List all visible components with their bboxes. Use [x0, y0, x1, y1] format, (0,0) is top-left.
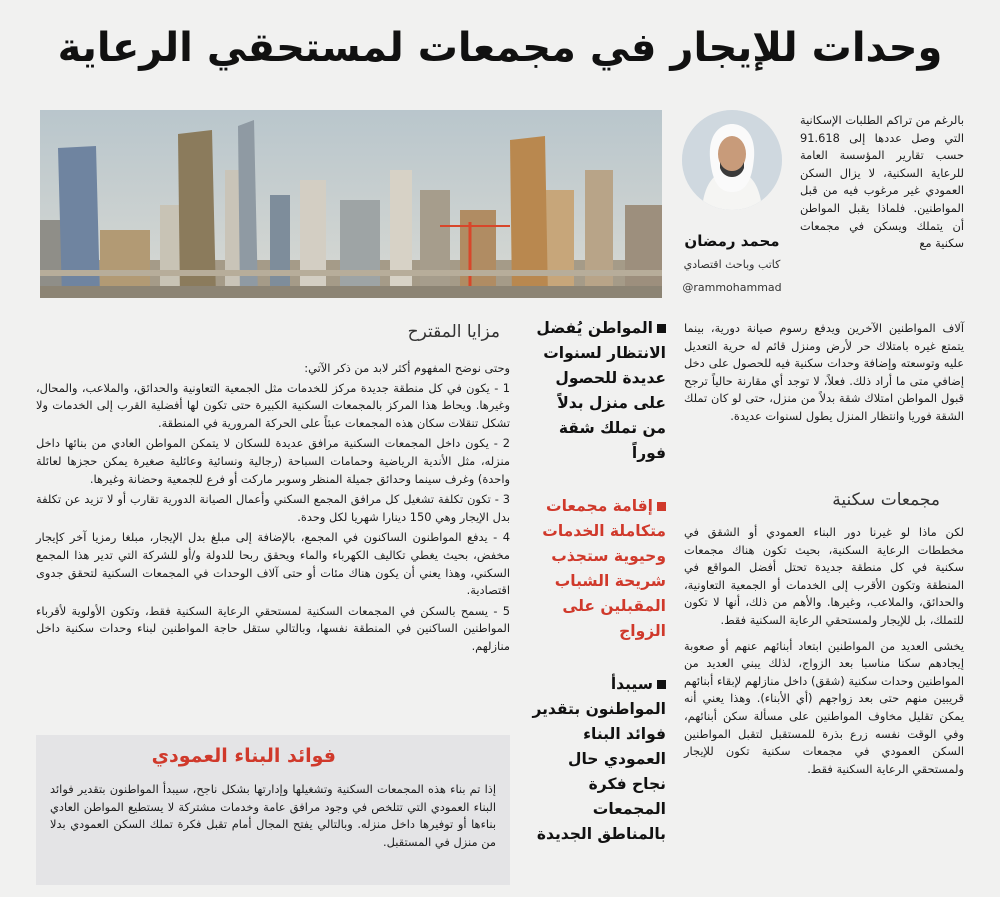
proposal-item: 3 - تكون تكلفة تشغيل كل مرافق المجمع السكني وأعمال الصيانة الدورية تقارب أو لا تزيد عن تكلفة بدل الإيجار وهي 150 دينارا شهريا لكل وحدة. [36, 492, 510, 524]
skyline-illustration [40, 110, 662, 298]
section-proposal-body [36, 360, 510, 659]
residential-p1: لكن ماذا لو غيرنا دور البناء العمودي أو الشقق في مخططات الرعاية السكنية، بحيث تكون هناك مجمعات سكنية في كل منطقة جديدة تحتل أفضل المواقع في المنطقة وتكون الأقرب إلى الخدمات أو الجمعية التعاونية، والحدائق، والملاعب، وغيرها. والأهم من ذلك، أنها لا تكون للتملك، بل للإيجار ولمستحقي الرعاية السكنية فقط. [684, 525, 964, 627]
pull-quote-text: سيبدأ المواطنون بتقدير فوائد البناء العمودي حال نجاح فكرة المجمعات بالمناطق الجديدة [532, 675, 666, 843]
pull-quote [530, 494, 666, 644]
proposal-item: 5 - يسمح بالسكن في المجمعات السكنية لمستحقي الرعاية السكنية فقط، وتكون الأولوية لأقرباء المواطنين الساكنين في المنطقة نفسها، وبالتالي ستقل حاجة المواطنين لبناء وحدات سكنية داخل منازلهم. [36, 603, 510, 653]
pull-quote-text: إقامة مجمعات متكاملة الخدمات وحيوية ستجذب شريحة الشباب المقبلين على الزواج [542, 497, 666, 640]
author-portrait-icon [682, 110, 782, 210]
author-twitter-handle[interactable]: @rammohammad [682, 281, 782, 294]
benefits-body: إذا تم بناء هذه المجمعات السكنية وتشغيلها وإدارتها بشكل ناجح، سيبدأ المواطنون بتقدير فوائد البناء العمودي التي تتلخص في وجود مرافق عامة وخدمات مشتركة لا يستطيع المواطن العادي بناءها أو توفيرها داخل منزله. وبالتالي يفتح المجال أمام تقبل فكرة تملك السكن العمودي بدلا من منزل في المستقبل. [50, 782, 496, 849]
benefits-box [36, 735, 510, 885]
author-block [672, 110, 792, 310]
pull-quote [530, 672, 666, 847]
author-name: محمد رمضان [684, 232, 780, 250]
city-skyline-photo [40, 110, 662, 298]
proposal-item: 2 - يكون داخل المجمعات السكنية مرافق عديدة للسكان لا يتمكن المواطن العادي من بنائها داخل منزله، مثل الأندية الرياضية وحمامات السباحة (رجالية ونسائية وعائلية صغيرة يمكن حجزها لعائلة واحدة) وغرف سينما وحدائق جميلة المنظر وسوبر ماركت أو فرع للجمعية وحضانة وغيرها. [36, 436, 510, 486]
proposal-intro: وحتى نوضح المفهوم أكثر لابد من ذكر الآتي: [304, 361, 510, 375]
benefits-title: فوائد البناء العمودي [151, 745, 336, 767]
section-title-residential: مجمعات سكنية [832, 490, 940, 510]
square-bullet-icon [657, 324, 666, 333]
intro-text-top: بالرغم من تراكم الطلبات الإسكانية التي وصل عددها إلى 91.618 حسب تقارير المؤسسة العامة للرعاية السكنية، لا يزال السكن العمودي غير مرغوب فيه من قبل المواطنين. فلماذا يقبل المواطن أن يتملك ويسكن في مجمعات سكنية مع [800, 113, 964, 251]
pull-quotes [530, 316, 666, 875]
author-avatar [682, 110, 782, 210]
pull-quote [530, 316, 666, 466]
intro-paragraph-continued [684, 320, 964, 428]
square-bullet-icon [657, 502, 666, 511]
proposal-item: 4 - يدفع المواطنون الساكنون في المجمع، بالإضافة إلى مبلغ بدل الإيجار، مبلغا رمزيا آخر كإيجار مخفض، بحيث يغطي تكاليف الكهرباء والماء ويحقق ربحا للدولة و/أو للشركة التي تدير هذا المجمع السكني، وهذا يعني أن يكون هناك مئات أو حتى آلاف الوحدات في المجمعات السكنية لتحقق جدوى اقتصادية. [36, 530, 510, 598]
proposal-item: 1 - يكون في كل منطقة جديدة مركز للخدمات مثل الجمعية التعاونية والحدائق، والملاعب، والمحال، وغيرها. ويحاط هذا المركز بالمجمعات السكنية الكبيرة حتى تكون لها أفضلية القرب إلى الخدمات ولا تشكل تنقلات سكان هذه المجمعات عبئاً على الحركة المرورية في المنطقة. [36, 380, 510, 430]
intro-text-continued: آلاف المواطنين الآخرين ويدفع رسوم صيانة دورية، بينما يتمتع غيره بامتلاك حر لأرض ومنزل قائم له حرية التعديل عليه وتوسعته وإضافة وحدات سكنية فيه للحصول على دخل إضافي متى ما أراد ذلك. فعلاً، لا توجد أي مقارنة حالياً ترجح قبول المواطن امتلاك شقة بدلاً من منزل، حتى لو كان تملك الشقة فوريا وانتظار المنزل يطول لسنوات عديدة. [684, 321, 964, 423]
residential-p2: يخشى العديد من المواطنين ابتعاد أبنائهم عنهم أو صعوبة إيجادهم سكنا مناسبا بعد الزواج، لذلك يبني العديد من المواطنين وحدات سكنية (شقق) داخل منازلهم لإبقاء أبنائهم قريبين منهم حتى بعد زواجهم (أي الأبناء). وهذا يعني أنه يمكن تقليل مخاوف المواطنين على مسألة سكن أبنائهم، وفي الوقت نفسه زرع بذرة للمستقبل لتقبل المواطنين السكن العمودي في مجمعات سكنية تكون للإيجار ولمستحقي الرعاية السكنية فقط. [684, 638, 964, 776]
square-bullet-icon [657, 680, 666, 689]
section-residential-body [684, 524, 964, 780]
intro-paragraph-top [800, 112, 964, 255]
headline: وحدات للإيجار في مجمعات لمستحقي الرعاية [57, 25, 943, 71]
author-role: كاتب وباحث اقتصادي [683, 258, 781, 271]
pull-quote-text: المواطن يُفضل الانتظار لسنوات عديدة للحصول على منزل بدلاً من تملك شقة فوراً [536, 319, 666, 462]
section-title-proposal: مزايا المقترح [407, 322, 500, 342]
